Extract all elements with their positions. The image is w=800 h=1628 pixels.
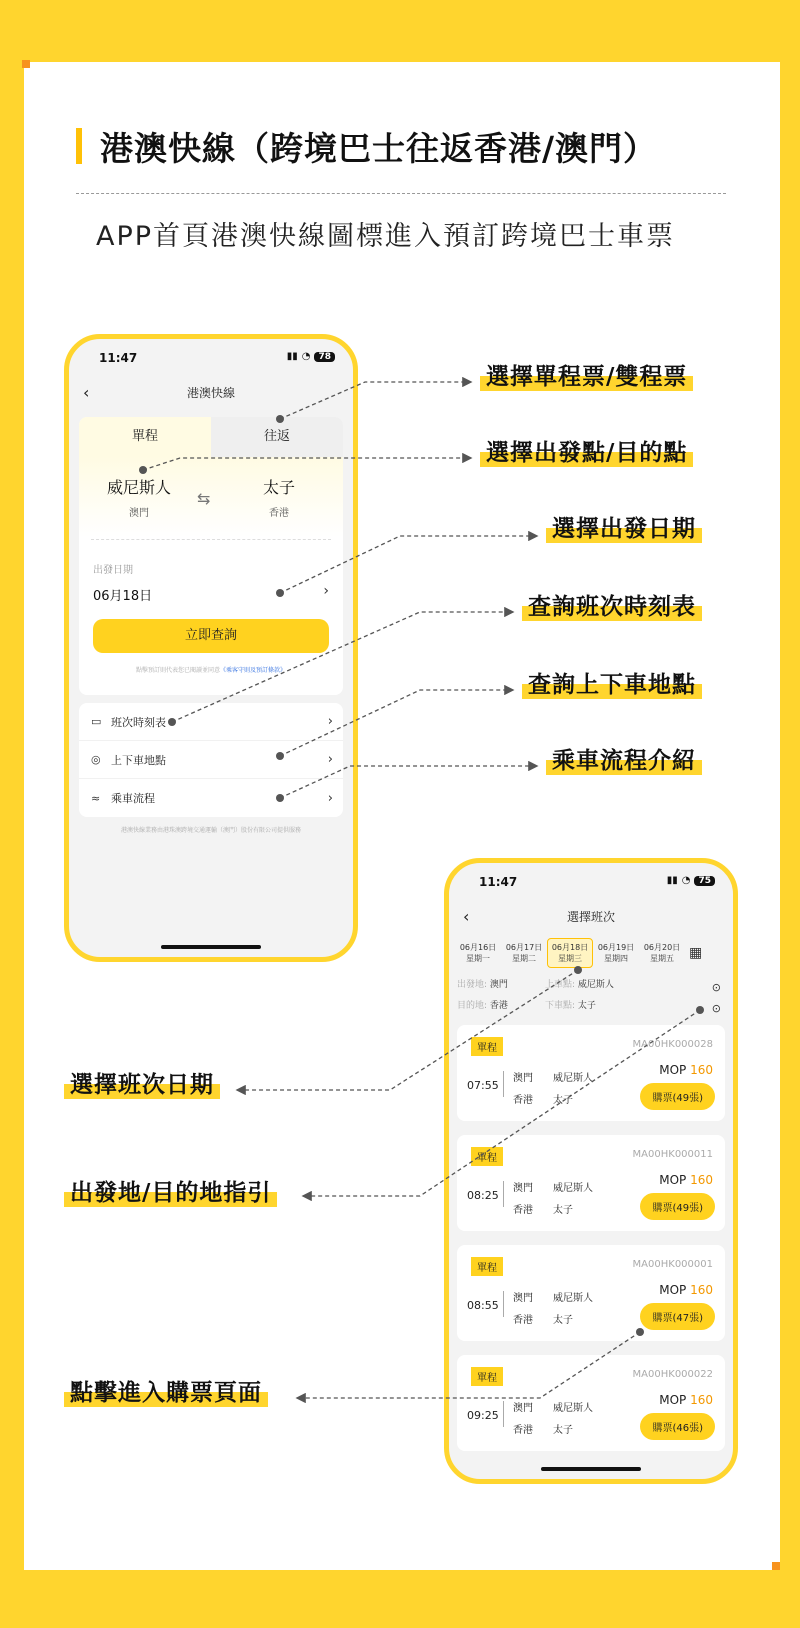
date-chip-weekday: 星期二 [512, 954, 536, 963]
date-chip-weekday: 星期五 [650, 954, 674, 963]
date-value[interactable]: 06月18日 [93, 589, 153, 604]
status-time: 11:47 [479, 875, 518, 889]
trip-to-stop: 太子 [553, 1425, 573, 1436]
trip-badge: 單程 [471, 1367, 503, 1386]
menu-label: 乘車流程 [111, 792, 155, 805]
callout-process: 乘車流程介紹 [546, 742, 702, 775]
date-chip-weekday: 星期一 [466, 954, 490, 963]
map-pin-icon[interactable]: ⊙ [711, 1002, 721, 1015]
price-currency: MOP [659, 1063, 687, 1077]
from-label: 出發地: [457, 980, 488, 990]
signal-icon: ▮▮ [666, 875, 678, 886]
chevron-right-icon: › [327, 790, 333, 806]
title-text: 港澳快線（跨境巴士往返香港/澳門） [100, 128, 658, 168]
tab-round-trip[interactable]: 往返 [211, 417, 343, 457]
subtitle: APP首頁港澳快線圖標進入預訂跨境巴士車票 [96, 221, 676, 252]
trip-badge: 單程 [471, 1257, 503, 1276]
signal-icon: ▮▮ [286, 351, 298, 362]
callout-buy: 點擊進入購票頁面 [64, 1374, 268, 1407]
alight-label: 下車點: [545, 1001, 576, 1011]
trip-time: 08:25 [467, 1189, 499, 1202]
chevron-right-icon: › [327, 714, 333, 729]
trip-from: 澳門 [513, 1293, 533, 1304]
calendar-icon[interactable]: ▦ [689, 945, 703, 961]
trip-to: 香港 [513, 1315, 533, 1326]
menu-label: 上下車地點 [111, 753, 166, 767]
terms-text: 點擊預訂則代表您已閱讀並同意 [135, 667, 220, 674]
date-chip-date: 06月17日 [505, 943, 543, 952]
callout-timetable: 查詢班次時刻表 [522, 588, 702, 621]
tab-one-way[interactable]: 單程 [79, 417, 211, 457]
trip-code: MA00HK000022 [632, 1369, 713, 1380]
buy-button[interactable]: 購票(49張) [640, 1083, 715, 1110]
destination-region: 香港 [269, 508, 289, 519]
swap-icon[interactable]: ⇆ [197, 489, 211, 508]
trip-from: 澳門 [513, 1073, 533, 1084]
trip-code: MA00HK000028 [632, 1039, 713, 1050]
battery-icon: 75 [694, 876, 715, 886]
trip-to-stop: 太子 [553, 1315, 573, 1326]
trip-to: 香港 [513, 1095, 533, 1106]
bus-icon: ▭ [91, 715, 102, 728]
wifi-icon: ◔ [301, 351, 311, 362]
date-chip-date: 06月16日 [459, 943, 497, 952]
to-label: 目的地: [457, 1001, 488, 1011]
destination-name: 太子 [262, 478, 295, 497]
chevron-right-icon: › [327, 752, 333, 767]
chevron-right-icon[interactable]: › [323, 583, 329, 599]
price-amount: 160 [690, 1173, 713, 1187]
price-amount: 160 [690, 1393, 713, 1407]
buy-button[interactable]: 購票(46張) [640, 1413, 715, 1440]
query-button[interactable]: 立即查詢 [93, 619, 329, 653]
trip-to: 香港 [513, 1425, 533, 1436]
to-value: 香港 [489, 1001, 508, 1011]
callout-stops: 查詢上下車地點 [522, 666, 702, 699]
route-icon: ≈ [91, 791, 101, 805]
date-chip-date: 06月19日 [597, 943, 635, 952]
date-chip-weekday: 星期四 [604, 954, 628, 963]
terms-link[interactable]: 《乘客守則及預訂條款》 [220, 667, 287, 674]
back-icon[interactable]: ‹ [463, 907, 470, 926]
trip-time: 08:55 [467, 1299, 499, 1312]
trip-to-stop: 太子 [553, 1205, 573, 1216]
board-label: 上車點: [545, 980, 576, 990]
origin-region: 澳門 [129, 508, 149, 519]
from-value: 澳門 [489, 980, 508, 990]
callout-date: 選擇出發日期 [546, 510, 702, 543]
trip-from: 澳門 [513, 1403, 533, 1414]
battery-icon: 78 [314, 352, 335, 362]
date-label: 出發日期 [93, 565, 133, 576]
price-amount: 160 [690, 1283, 713, 1297]
price-currency: MOP [659, 1283, 687, 1297]
nav-title: 港澳快線 [186, 386, 235, 400]
trip-to-stop: 太子 [553, 1095, 573, 1106]
trip-from: 澳門 [513, 1183, 533, 1194]
back-icon[interactable]: ‹ [83, 383, 90, 402]
trip-badge: 單程 [471, 1147, 503, 1166]
callout-stations: 選擇出發點/目的點 [480, 434, 693, 467]
trip-from-stop: 威尼斯人 [553, 1073, 593, 1084]
nav-title: 選擇班次 [566, 910, 615, 924]
buy-button[interactable]: 購票(47張) [640, 1303, 715, 1330]
trip-code: MA00HK000001 [632, 1259, 713, 1270]
callout-guide: 出發地/目的地指引 [64, 1174, 277, 1207]
board-value: 威尼斯人 [577, 980, 614, 990]
callout-trip-type: 選擇單程票/雙程票 [480, 358, 693, 391]
trip-from-stop: 威尼斯人 [553, 1183, 593, 1194]
trip-from-stop: 威尼斯人 [553, 1403, 593, 1414]
menu-label: 班次時刻表 [111, 715, 166, 729]
trip-badge: 單程 [471, 1037, 503, 1056]
wifi-icon: ◔ [681, 875, 691, 886]
location-icon: ◎ [91, 753, 101, 766]
trip-code: MA00HK000011 [632, 1149, 713, 1160]
trip-to: 香港 [513, 1205, 533, 1216]
map-pin-icon[interactable]: ⊙ [711, 981, 721, 994]
price-amount: 160 [690, 1063, 713, 1077]
trip-from-stop: 威尼斯人 [553, 1293, 593, 1304]
date-chip-date: 06月18日 [551, 943, 589, 952]
date-chip-date: 06月20日 [643, 943, 681, 952]
callout-trip-date: 選擇班次日期 [64, 1066, 220, 1099]
price-currency: MOP [659, 1173, 687, 1187]
origin-name: 威尼斯人 [106, 478, 171, 497]
status-time: 11:47 [99, 351, 138, 365]
trip-time: 07:55 [467, 1079, 499, 1092]
trip-time: 09:25 [467, 1409, 499, 1422]
price-currency: MOP [659, 1393, 687, 1407]
footer-note: 港澳快線業務由港珠澳跨境交通運輸（澳門）股份有限公司提供服務 [120, 827, 301, 834]
alight-value: 太子 [577, 1001, 596, 1011]
date-chip-weekday: 星期三 [558, 954, 582, 963]
buy-button[interactable]: 購票(49張) [640, 1193, 715, 1220]
